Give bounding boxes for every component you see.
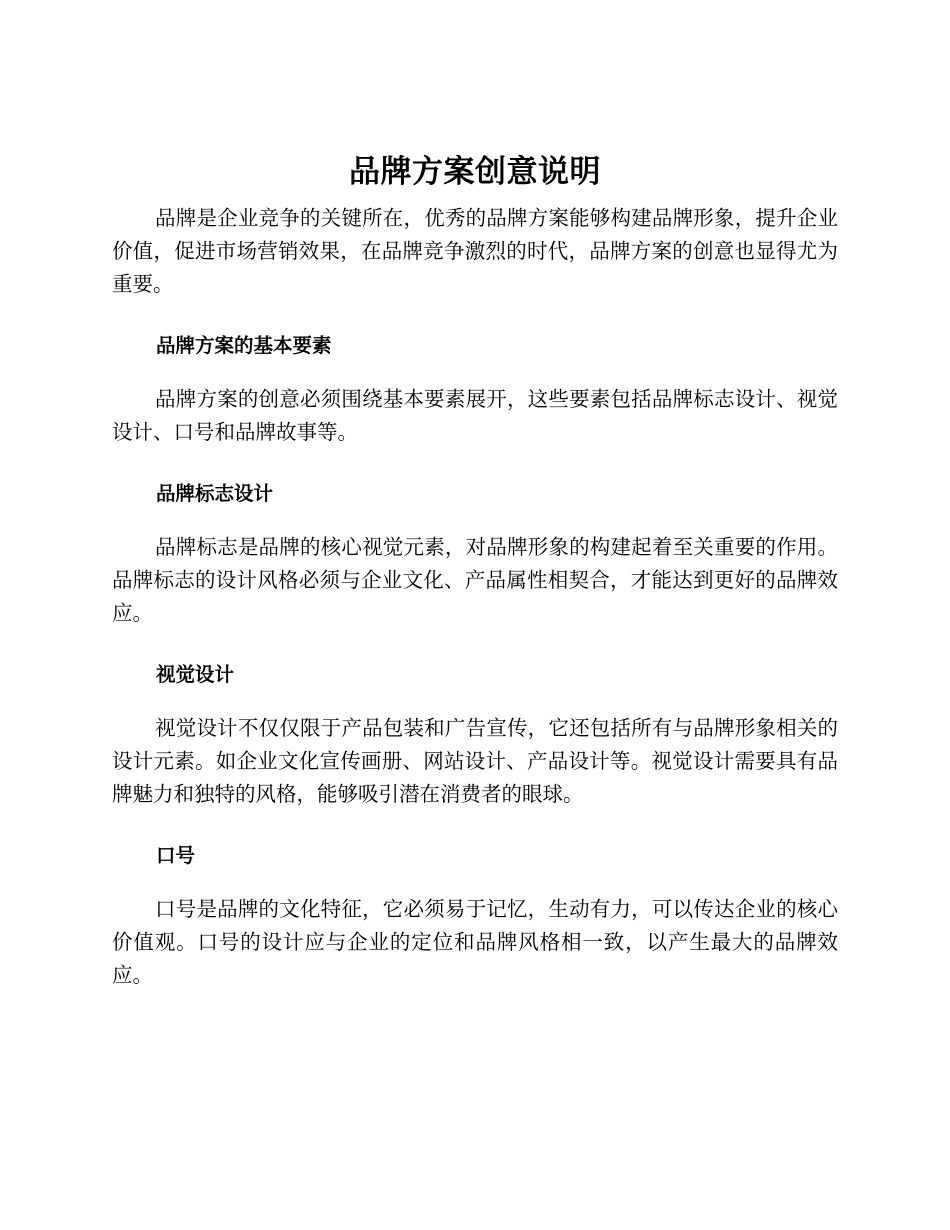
document-title: 品牌方案创意说明 [349,154,601,190]
spacer [112,510,838,531]
spacer [112,811,838,839]
section-body-basic-elements: 品牌方案的创意必须围绕基本要素展开，这些要素包括品牌标志设计、视觉设计、口号和品牌故事等。 [112,387,838,444]
section-heading-slogan: 口号 [156,844,196,867]
spacer [112,449,838,477]
spacer [112,362,838,383]
section-heading-logo-design: 品牌标志设计 [156,482,274,505]
section-body-visual-design: 视觉设计不仅仅限于产品包装和广告宣传，它还包括所有与品牌形象相关的设计元素。如企业文化宣传画册、网站设计、产品设计等。视觉设计需要具有品牌魅力和独特的风格，能够吸引潜在消费者的眼球。 [112,716,838,806]
spacer [112,691,838,712]
intro-paragraph: 品牌是企业竞争的关键所在，优秀的品牌方案能够构建品牌形象，提升企业价值，促进市场营销效果，在品牌竞争激烈的时代，品牌方案的创意也显得尤为重要。 [112,206,838,296]
section-heading-visual-design: 视觉设计 [156,663,235,686]
spacer [112,872,838,893]
spacer [112,630,838,658]
section-body-logo-design: 品牌标志是品牌的核心视觉元素，对品牌形象的构建起着至关重要的作用。品牌标志的设计风格必须与企业文化、产品属性相契合，才能达到更好的品牌效应。 [112,535,838,625]
section-heading-basic-elements: 品牌方案的基本要素 [156,334,332,357]
document-page [112,148,838,992]
section-body-slogan: 口号是品牌的文化特征，它必须易于记忆，生动有力，可以传达企业的核心价值观。口号的设计应与企业的定位和品牌风格相一致，以产生最大的品牌效应。 [112,897,838,987]
spacer [112,301,838,329]
